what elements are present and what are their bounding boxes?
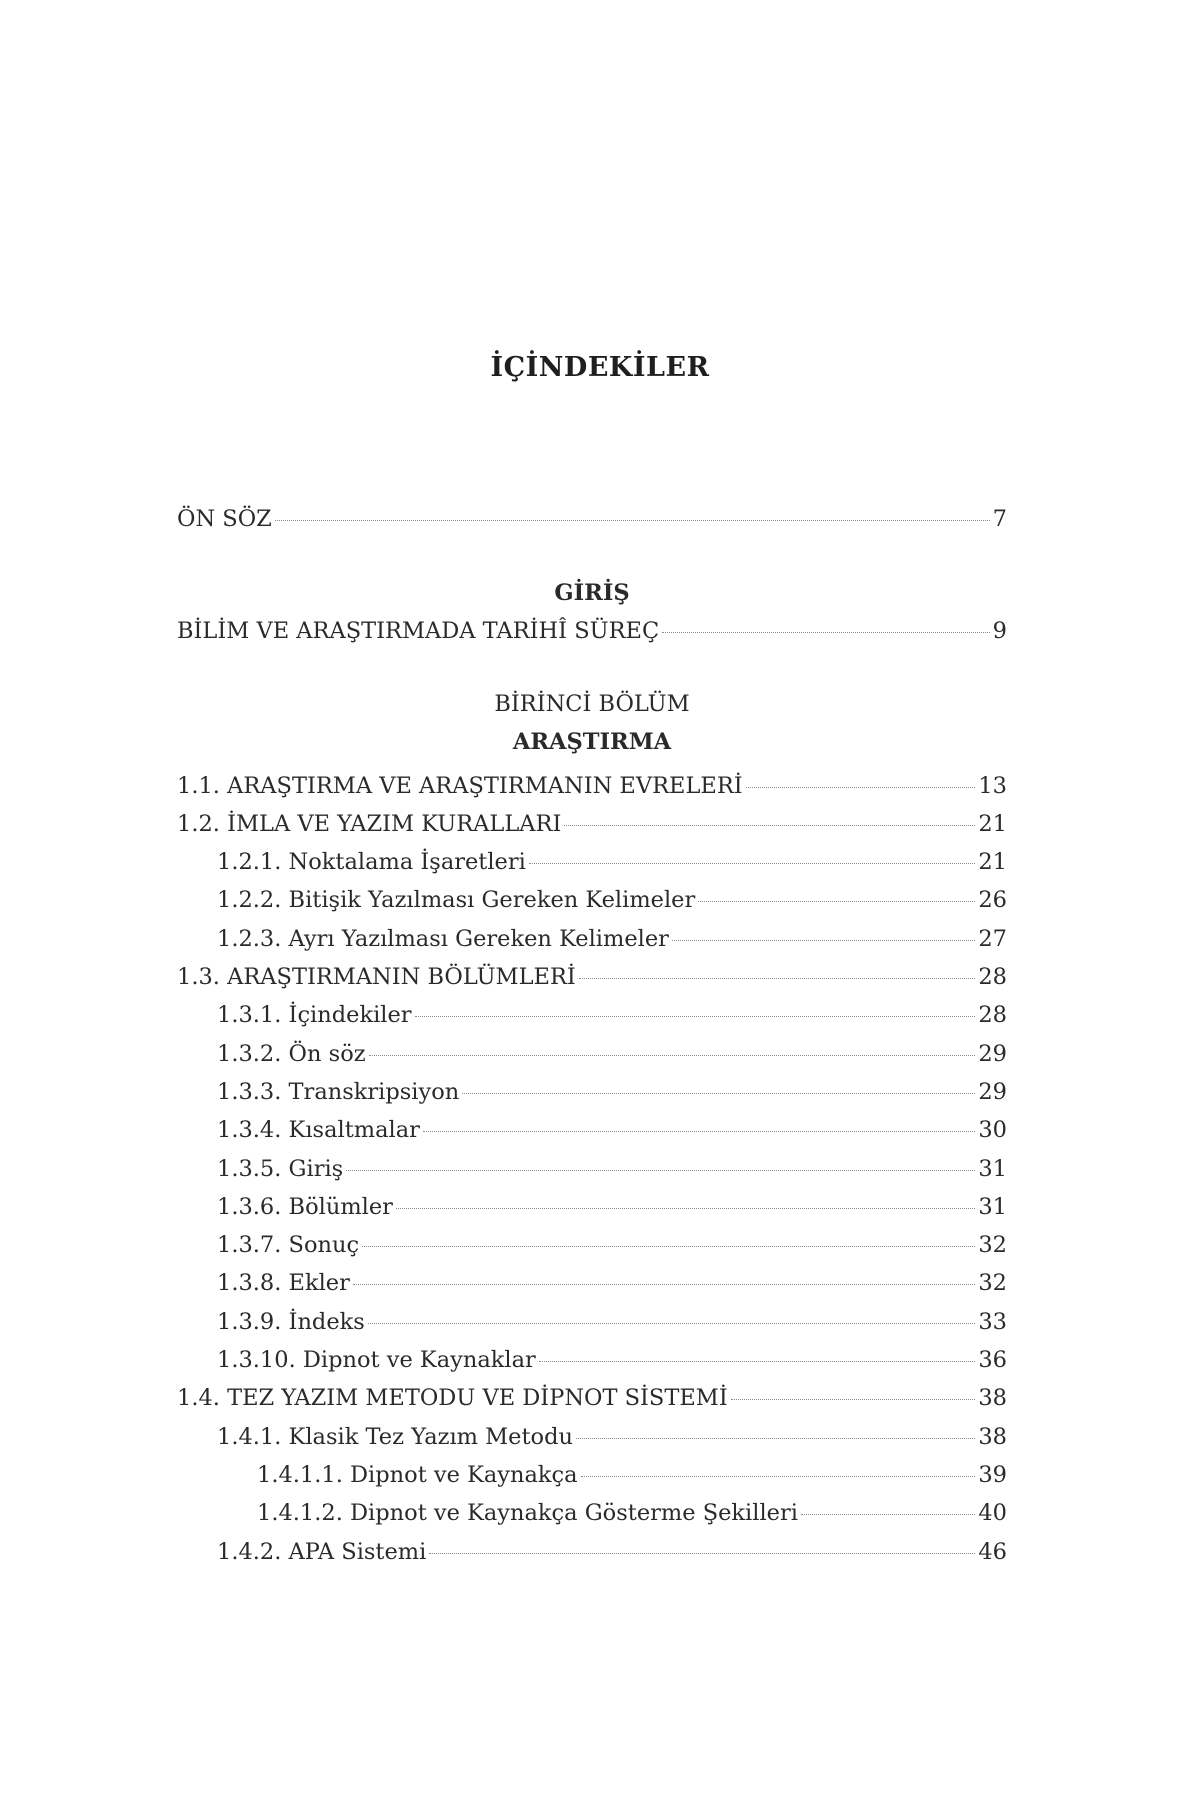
dot-leader [801,1514,975,1515]
dot-leader [362,1246,975,1247]
dot-leader [396,1208,975,1209]
toc-entry-intro [177,612,1007,650]
toc-entry-label: 1.4.2. APA Sistemi [217,1538,427,1565]
toc-entry-label: 1.2. İMLA VE YAZIM KURALLARI [177,810,562,837]
toc-entry [177,1303,1007,1341]
toc-entry [177,1264,1007,1302]
toc-page-number: 21 [978,849,1007,876]
dot-leader [662,632,990,633]
toc-entry [177,805,1007,843]
toc-entry-label: 1.3.5. Giriş [217,1155,344,1182]
toc-entry-label: 1.3.8. Ekler [217,1270,350,1297]
toc-entry-label: 1.3.10. Dipnot ve Kaynaklar [217,1347,536,1374]
toc-entry-label: 1.2.1. Noktalama İşaretleri [217,849,526,876]
toc-entry-label: 1.1. ARAŞTIRMA VE ARAŞTIRMANIN EVRELERİ [177,772,743,799]
toc-page-number: 40 [978,1500,1007,1527]
toc-entry-label: 1.3.6. Bölümler [217,1193,393,1220]
toc-entry [177,958,1007,996]
toc-entry-foreword [177,500,1007,538]
toc-page-number: 38 [978,1423,1007,1450]
toc-entry-label: 1.3. ARAŞTIRMANIN BÖLÜMLERİ [177,964,576,991]
toc-entry [177,996,1007,1034]
toc-page-number: 46 [978,1538,1007,1565]
toc-page-number: 27 [978,925,1007,952]
toc-page-number: 31 [978,1155,1007,1182]
toc-entry-label: 1.3.4. Kısaltmalar [217,1117,420,1144]
toc-entry [177,767,1007,805]
toc-entry [177,1379,1007,1417]
section-gap [177,651,1007,685]
toc-page-number: 28 [978,964,1007,991]
toc-page-number: 38 [978,1385,1007,1412]
toc-entry-label: BİLİM VE ARAŞTIRMADA TARİHÎ SÜREÇ [177,618,660,645]
dot-leader [429,1553,975,1554]
toc-entry-label: 1.3.7. Sonuç [217,1232,360,1259]
toc-entry [177,1418,1007,1456]
dot-leader [275,520,990,521]
dot-leader [539,1361,976,1362]
toc-entry-label: 1.3.3. Transkripsiyon [217,1078,460,1105]
toc-entry [177,1226,1007,1264]
dot-leader [346,1170,975,1171]
toc-page-number: 29 [978,1040,1007,1067]
toc-page-number: 39 [978,1461,1007,1488]
toc-entry [177,1188,1007,1226]
toc-entry [177,1035,1007,1073]
toc-entry [177,1150,1007,1188]
toc-entry [177,1341,1007,1379]
toc-page-number: 7 [992,506,1007,532]
toc-page-number: 33 [978,1308,1007,1335]
toc-entry [177,1533,1007,1571]
toc-page-number: 36 [978,1347,1007,1374]
toc-entry [177,1073,1007,1111]
page-title: İÇİNDEKİLER [490,352,710,383]
dot-leader [579,978,976,979]
toc-page-number: 28 [978,1002,1007,1029]
toc-entry-label: 1.2.2. Bitişik Yazılması Gereken Kelimeler [217,887,696,914]
dot-leader [369,1055,976,1056]
toc-page-number: 13 [978,772,1007,799]
chapter-title-heading: ARAŞTIRMA [512,728,672,755]
toc-page-number: 32 [978,1270,1007,1297]
toc-entry-label: ÖN SÖZ [177,506,272,532]
dot-leader [423,1131,975,1132]
toc-entry-label: 1.4. TEZ YAZIM METODU VE DİPNOT SİSTEMİ [177,1385,728,1412]
toc-entry-label: 1.3.9. İndeks [217,1308,365,1335]
dot-leader [462,1093,975,1094]
dot-leader [529,863,976,864]
toc-entry-label: 1.2.3. Ayrı Yazılması Gereken Kelimeler [217,925,669,952]
toc-entry-label: 1.3.2. Ön söz [217,1040,366,1067]
toc-page-number: 31 [978,1193,1007,1220]
dot-leader [353,1284,975,1285]
dot-leader [672,940,975,941]
dot-leader [368,1323,976,1324]
toc-page-number: 26 [978,887,1007,914]
toc-page-number: 9 [992,618,1007,645]
dot-leader [576,1438,975,1439]
toc-entry-label: 1.4.1.2. Dipnot ve Kaynakça Gösterme Şekilleri [257,1500,798,1527]
toc-page-number: 32 [978,1232,1007,1259]
toc-entry-label: 1.4.1. Klasik Tez Yazım Metodu [217,1423,573,1450]
chapter-number-heading: BİRİNCİ BÖLÜM [494,690,690,717]
dot-leader [746,787,976,788]
dot-leader [698,901,975,902]
dot-leader [415,1016,976,1017]
toc-page-number: 29 [978,1078,1007,1105]
toc-page-number: 30 [978,1117,1007,1144]
toc-entry [177,881,1007,919]
toc-entry [177,843,1007,881]
table-of-contents [177,500,1007,1571]
dot-leader [564,825,975,826]
toc-entry [177,1456,1007,1494]
section-heading-intro: GİRİŞ [554,580,630,607]
section-gap [177,538,1007,574]
toc-entry-label: 1.4.1.1. Dipnot ve Kaynakça [257,1461,578,1488]
toc-entry [177,1494,1007,1532]
toc-page-number: 21 [978,810,1007,837]
toc-entry [177,920,1007,958]
dot-leader [581,1476,976,1477]
toc-entry-label: 1.3.1. İçindekiler [217,1002,412,1029]
toc-entry [177,1111,1007,1149]
dot-leader [731,1399,976,1400]
